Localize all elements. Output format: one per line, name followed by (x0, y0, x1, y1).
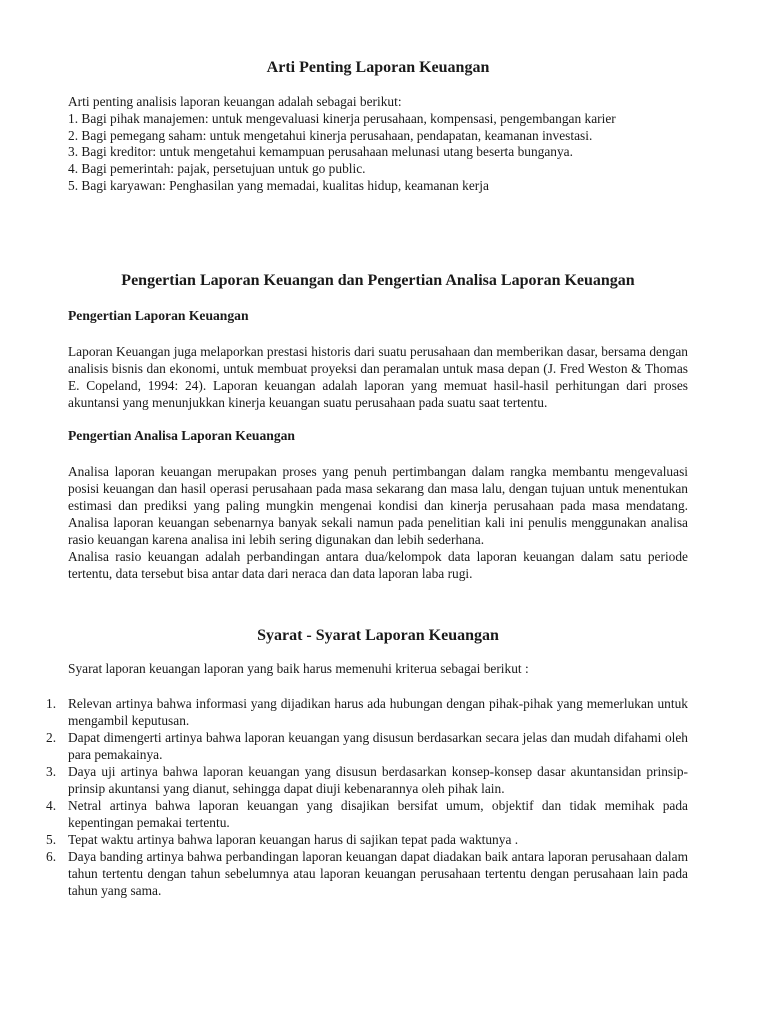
list-item (46, 831, 688, 848)
list-number: 2. (46, 729, 57, 745)
list-item: 5. Bagi karyawan: Penghasilan yang memadai, kualitas hidup, keamanan kerja (68, 177, 489, 193)
list-item (46, 695, 688, 729)
section-title: Pengertian Laporan Keuangan dan Pengertian Analisa Laporan Keuangan (121, 271, 635, 289)
list-number: 4. (46, 797, 57, 813)
requirements-list (46, 695, 688, 899)
list-text: Daya uji artinya bahwa laporan keuangan yang disusun berdasarkan konsep-konsep dasar akuntansidan prinsip-prinsip akuntansi yang dianut, sehingga dapat diuji kebenarannya oleh pihak lain. (68, 763, 688, 796)
subsection-title: Pengertian Analisa Laporan Keuangan (68, 427, 295, 443)
list-text: Tepat waktu artinya bahwa laporan keuangan harus di sajikan tepat pada waktunya . (68, 831, 519, 847)
list-intro: Arti penting analisis laporan keuangan adalah sebagai berikut: (68, 94, 402, 109)
paragraph: Analisa laporan keuangan merupakan proses yang penuh pertimbangan dalam rangka membantu mengevaluasi posisi keuangan dan hasil operasi perusahaan pada masa sekarang dan masa lalu, dengan tujuan untuk menentukan estimasi dan prediksi yang paling mungkin mengenai kondisi dan kinerja perusahaan pada masa mendatang. Analisa laporan keuangan sebenarnya banyak sekali namun pada penelitian kali ini penulis menggunakan analisa rasio keuangan karena analisa ini lebih sering digunakan dan lebih sederhana. (68, 463, 688, 547)
list-item: 2. Bagi pemegang saham: untuk mengetahui kinerja perusahaan, pendapatan, keamanan investasi. (68, 127, 593, 143)
list-number: 6. (46, 848, 57, 864)
list-text: Daya banding artinya bahwa perbandingan laporan keuangan dapat diadakan baik antara laporan perusahaan dalam tahun tertentu dengan tahun sebelumnya atau laporan keuangan perusahaan tertentu dengan perusahaan lain pada tahun yang sama. (68, 848, 688, 898)
list-number: 1. (46, 695, 57, 711)
list-item (46, 763, 688, 797)
list-item (46, 729, 688, 763)
section-pengertian (68, 271, 688, 582)
section-title: Syarat - Syarat Laporan Keuangan (257, 626, 499, 644)
section-intro: Syarat laporan keuangan laporan yang baik harus memenuhi kriterua sebagai berikut : (68, 660, 529, 676)
section-arti-penting (68, 58, 688, 195)
paragraph: Laporan Keuangan juga melaporkan prestasi historis dari suatu perusahaan dan memberikan dasar, bersama dengan analisis bisnis dan ekonomi, untuk membuat proyeksi dan peramalan untuk masa depan (J. Fred Weston & Thomas E. Copeland, 1994: 24). Laporan keuangan adalah laporan yang memuat hasil-hasil perhitungan dari proses akuntansi yang menunjukkan kinerja keuangan suatu perusahaan pada suatu saat tertentu. (68, 343, 688, 410)
list-text: Relevan artinya bahwa informasi yang dijadikan harus ada hubungan dengan pihak-pihak yang memerlukan untuk mengambil keputusan. (68, 695, 688, 728)
list-text: Dapat dimengerti artinya bahwa laporan keuangan yang disusun berdasarkan secara jelas dan mudah difahami oleh para pemakainya. (68, 729, 688, 762)
paragraph: Analisa rasio keuangan adalah perbandingan antara dua/kelompok data laporan keuangan dalam satu periode tertentu, data tersebut bisa antar data dari neraca dan data laporan laba rugi. (68, 548, 688, 581)
section-syarat (46, 626, 688, 899)
list-item (46, 797, 688, 831)
list-item: 3. Bagi kreditor: untuk mengetahui kemampuan perusahaan melunasi utang beserta bunganya. (68, 144, 573, 160)
list-item: 1. Bagi pihak manajemen: untuk mengevaluasi kinerja perusahaan, kompensasi, pengembangan karier (68, 110, 616, 126)
section-title: Arti Penting Laporan Keuangan (266, 59, 490, 76)
list-number: 3. (46, 763, 57, 779)
importance-list (68, 94, 688, 195)
list-text: Netral artinya bahwa laporan keuangan yang disajikan bersifat umum, objektif dan tidak memihak pada kepentingan pemakai tertentu. (68, 797, 688, 830)
list-number: 5. (46, 831, 57, 847)
subsection-title: Pengertian Laporan Keuangan (68, 307, 249, 323)
list-item (46, 848, 688, 899)
list-item: 4. Bagi pemerintah: pajak, persetujuan untuk go public. (68, 161, 366, 177)
